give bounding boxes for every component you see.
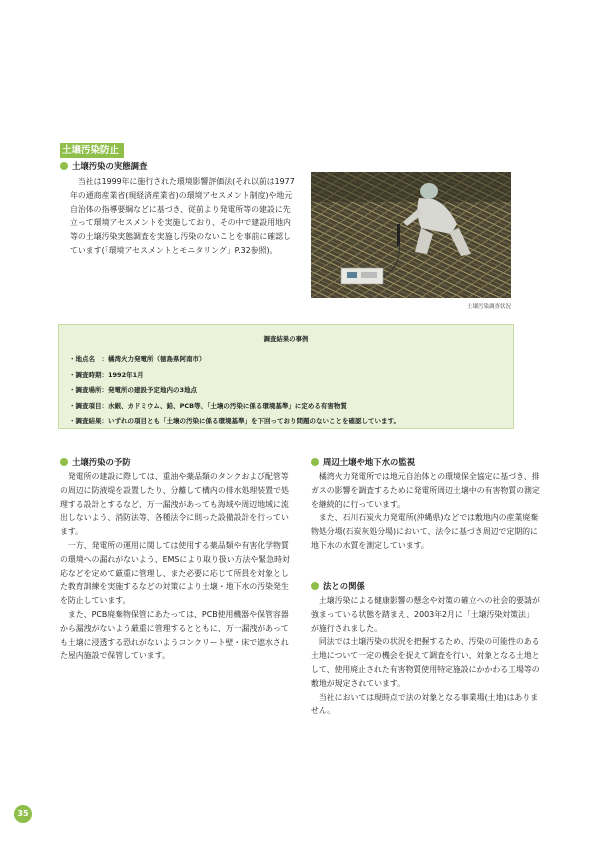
bullet-icon [311,458,319,466]
prevention-heading-text: 土壌汚染の予防 [72,457,131,467]
results-item: ・調査項目：水銀、カドミウム、鉛、PCB等、「土壌の汚染に係る環境基準」に定める有害物質 [69,401,347,410]
prevention-paragraph: 発電所の建設に際しては、重油や薬品類のタンクおよび配管等の周辺に防液堤を設置したり、分離して構内の排水処理装置で処理する設計とするなど、万一漏洩があっても海域や周辺地域に流出しないよう、消防法等、各種法令に則った設備設計を行っています。 [60,472,289,537]
results-list [69,352,400,430]
prevention-paragraph: また、PCB廃棄物保管にあたっては、PCB使用機器や保管容器から漏洩がないよう厳重に管理するとともに、万一漏洩があっても土壌に浸透する恐れがないようコンクリート壁・床で遮水された屋内施設で保管しています。 [60,609,289,661]
bullet-icon [311,582,319,590]
law-paragraph: 当社においては現時点で法の対象となる事業場(土地)はありません。 [311,692,539,716]
law-paragraph: 同法では土壌汚染の状況を把握するため、汚染の可能性のある土地について一定の機会を捉えて調査を行い、対象となる土地として、使用廃止された有害物質使用特定施設にかかわる工場等の敷地が規定されています。 [311,637,540,688]
monitoring-heading-text: 周辺土壌や地下水の監視 [323,457,416,467]
law-heading-text: 法との関係 [323,581,365,591]
results-item: ・調査場所：発電所の建設予定地内の3地点 [69,386,198,395]
survey-photo [311,172,511,298]
law-body [311,594,541,718]
results-item: ・調査結果：いずれの項目とも「土壌の汚染に係る環境基準」を下回っており問題のないことを確認しています。 [69,417,400,426]
section-title: 土壌汚染防止 [60,143,124,158]
prevention-body [60,470,290,663]
results-title: 調査結果の事例 [263,335,309,343]
results-item: ・地点名 ：橘湾火力発電所（徳島県阿南市） [69,355,206,363]
results-item: ・調査時期：1992年1月 [69,370,144,379]
prevention-paragraph: 一方、発電所の運用に関しては使用する薬品類や有害化学物質の環境への漏れがないよう、EMSにより取り扱い方法や緊急時対応などを定めて厳重に管理し、また必要に応じて所員を対象とした教育訓練を実施するなどの対策により土壌・地下水の汚染発生を防止しています。 [60,540,290,606]
survey-heading [60,160,147,172]
page-number: 35 [14,805,32,823]
law-paragraph: 土壌汚染による健康影響の懸念や対策の確立への社会的要請が強まっている状態を踏まえ、2003年2月に「土壌汚染対策法」が施行されました。 [311,596,540,633]
monitoring-heading [311,456,415,468]
prevention-heading [60,456,131,468]
bullet-icon [60,162,68,170]
photo-caption: 土壌汚染調査状況 [466,304,511,310]
results-box [58,324,514,429]
monitoring-paragraph: 橘湾火力発電所では地元自治体との環境保全協定に基づき、排ガスの影響を調査するために発電所周辺土壌中の有害物質の測定を継続的に行っています。 [311,472,540,509]
monitoring-body [311,470,541,553]
bullet-icon [60,458,68,466]
survey-paragraph: 当社は1999年に施行された環境影響評価法(それ以前は1977年の通商産業省(現経済産業省)の環境アセスメント制度)や地元自治体の指導要綱などに基づき、従前より発電所等の建設に先立って環境アセスメントを実施しており、その中で建設用地内等の土壌汚染実態調査を実施し汚染のないことを事前に確認しています(「環境アセスメントとモニタリング」P.32参照)。 [70,177,295,255]
survey-photo-image [311,172,511,298]
law-heading [311,580,365,592]
monitoring-paragraph: また、石川石炭火力発電所(沖縄県)などでは敷地内の産業廃棄物処分場(石炭灰処分場)において、法令に基づき周辺で定期的に地下水の水質を測定しています。 [311,513,539,550]
survey-body [70,175,298,258]
survey-heading-text: 土壌汚染の実態調査 [72,161,148,171]
